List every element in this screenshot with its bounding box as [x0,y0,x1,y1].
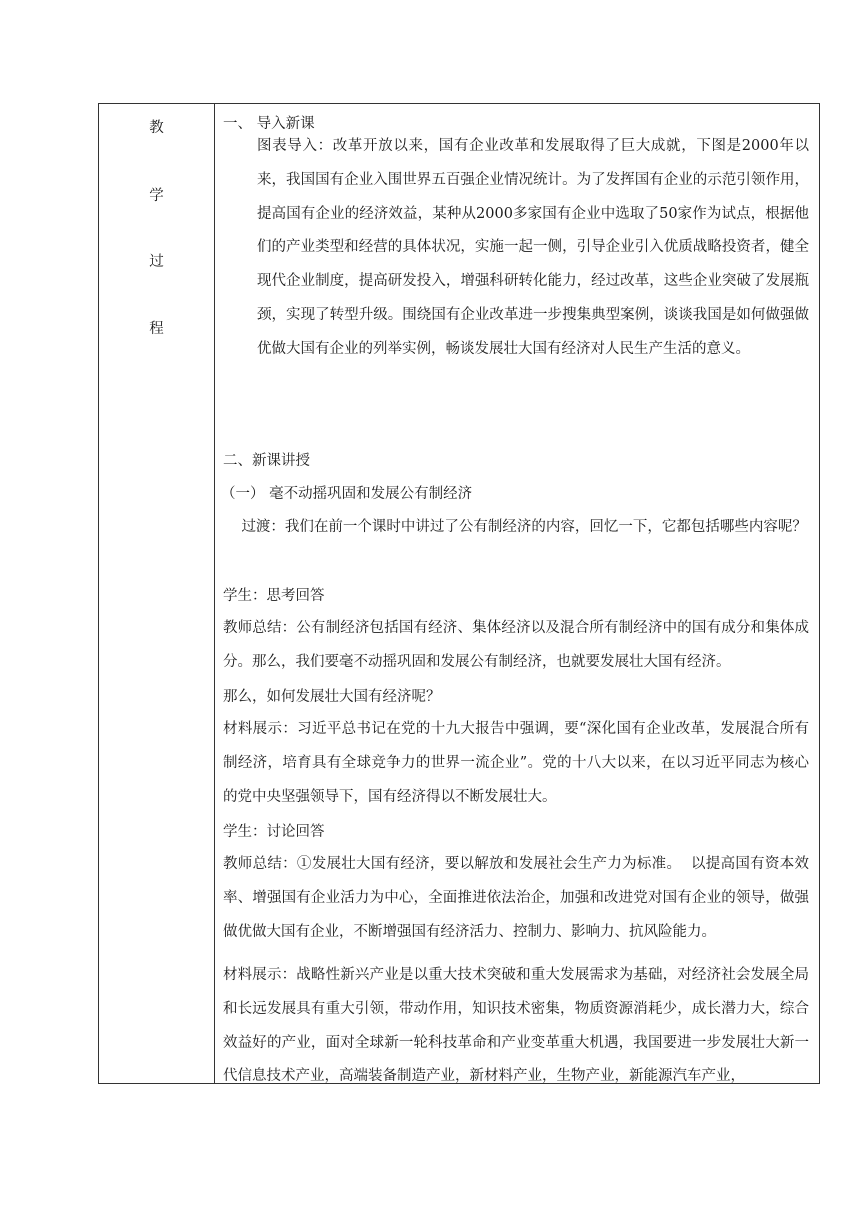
teacher-summary-1: 教师总结：公有制经济包括国有经济、集体经济以及混合所有制经济中的国有成分和集体成分。那么，我们要毫不动摇巩固和发展公有制经济，也就要发展壮大国有经济。 [223,620,809,670]
content-cell [215,104,820,1084]
material-2: 材料展示：战略性新兴产业是以重大技术突破和重大发展需求为基础，对经济社会发展全局和长远发展具有重大引领，带动作用，知识技术密集，物质资源消耗少，成长潜力大，综合效益好的产业，面对全球新一轮科技革命和产业变革重大机遇，我国要进一步发展壮大新一代信息技术产业，高端装备制造产业，新材料产业，生物产业，新能源汽车产业， [223,967,809,1085]
lesson-table [98,103,820,1084]
label-char-jiao: 教 [149,120,164,136]
section-label-cell [99,104,215,1084]
section1-heading: 一、 导入新课 [223,116,315,132]
intro-paragraph: 图表导入：改革开放以来，国有企业改革和发展取得了巨大成就，下图是2000年以来，我国国有企业入围世界五百强企业情况统计。为了发挥国有企业的示范引领作用，提高国有企业的经济效益，某种从2000多家国有企业中选取了50家作为试点，根据他们的产业类型和经营的具体状况，实施一起一侧，引导企业引入优质战略投资者，健全现代企业制度，提高研发投入，增强科研转化能力，经过改革，这些企业突破了发展瓶颈，实现了转型升级。围绕国有企业改革进一步搜集典型案例，谈谈我国是如何做强做优做大国有企业的列举实例，畅谈发展壮大国有经济对人民生产生活的意义。 [257,138,809,357]
section2-heading: 二、新课讲授 [223,453,310,469]
material-1: 材料展示：习近平总书记在党的十九大报告中强调，要“深化国有企业改革，发展混合所有制经济，培育具有全球竞争力的世界一流企业”。党的十八大以来，在以习近平同志为核心的党中央坚强领导下，国有经济得以不断发展壮大。 [223,721,809,805]
label-char-guo: 过 [149,254,164,270]
student-answer-2: 学生：讨论回答 [223,824,325,840]
transition-paragraph: 过渡：我们在前一个课时中讲过了公有制经济的内容，回忆一下，它都包括哪些内容呢？ [223,519,807,535]
question-line: 那么，如何发展壮大国有经济呢？ [223,689,441,705]
teacher-summary-2: 教师总结：①发展壮大国有经济，要以解放和发展社会生产力为标准。 以提高国有资本效率、增强国有企业活力为中心，全面推进依法治企，加强和改进党对国有企业的领导，做强做优做大国有企业，不断增强国有经济活力、控制力、影响力、抗风险能力。 [223,856,809,940]
label-char-xue: 学 [149,188,164,204]
subsection1-heading: （一） 毫不动摇巩固和发展公有制经济 [221,486,473,502]
student-answer-1: 学生：思考回答 [223,588,325,604]
label-char-cheng: 程 [149,321,164,337]
